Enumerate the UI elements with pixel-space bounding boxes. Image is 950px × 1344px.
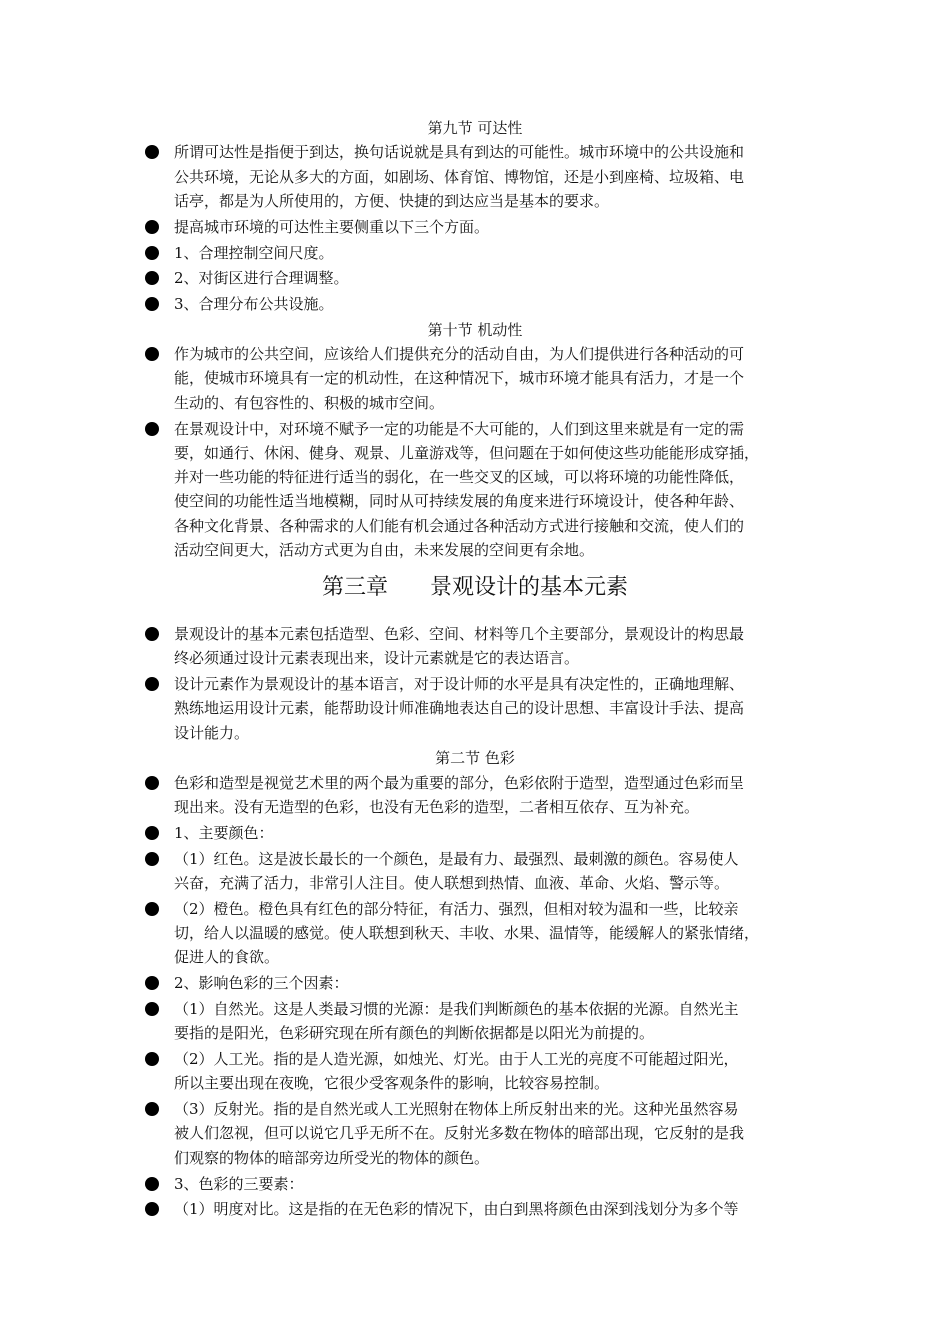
paragraph-line: 促进人的食欲。 [174, 948, 280, 967]
bullet-dot-icon [145, 1052, 159, 1066]
paragraph-line: 活动空间更大，活动方式更为自由，未来发展的空间更有余地。 [174, 541, 595, 560]
paragraph-line: 兴奋，充满了活力，非常引人注目。使人联想到热情、血液、革命、火焰、警示等。 [174, 873, 730, 892]
bullet-dot-icon [145, 852, 159, 866]
paragraph-line: （2）橙色。橙色具有红色的部分特征，有活力、强烈，但相对较为温和一些，比较亲 [174, 899, 739, 918]
bullet-dot-icon [145, 1002, 159, 1016]
bullet-dot-icon [145, 776, 159, 790]
paragraph-line: 生动的、有包容性的、积极的城市空间。 [174, 393, 445, 412]
paragraph-line: 景观设计的基本元素包括造型、色彩、空间、材料等几个主要部分，景观设计的构思最 [174, 624, 745, 643]
bullet-dot-icon [145, 677, 159, 691]
paragraph-line: 所以主要出现在夜晚，它很少受客观条件的影响，比较容易控制。 [174, 1074, 610, 1093]
paragraph-line: 设计能力。 [174, 723, 250, 742]
paragraph-line: （1）红色。这是波长最长的一个颜色，是最有力、最强烈、最刺激的颜色。容易使人 [174, 849, 739, 868]
bullet-dot-icon [145, 271, 159, 285]
paragraph-line: 要指的是阳光，色彩研究现在所有颜色的判断依据都是以阳光为前提的。 [174, 1024, 655, 1043]
paragraph-line: （2）人工光。指的是人造光源，如烛光、灯光。由于人工光的亮度不可能超过阳光， [174, 1050, 739, 1068]
bullet-dot-icon [145, 902, 159, 916]
paragraph-line: 公共环境，无论从多大的方面，如剧场、体育馆、博物馆，还是小到座椅、垃圾箱、电 [174, 167, 745, 186]
paragraph-line: 2、影响色彩的三个因素： [174, 974, 349, 993]
bullet-dot-icon [145, 347, 159, 361]
paragraph-line: 终必须通过设计元素表现出来，设计元素就是它的表达语言。 [174, 649, 580, 668]
bullet-dot-icon [145, 145, 159, 159]
paragraph-line: 要，如通行、休闲、健身、观景、儿童游戏等，但问题在于如何使这些功能能形成穿插， [174, 443, 760, 462]
paragraph-line: 能，使城市环境具有一定的机动性，在这种情况下，城市环境才能具有活力，才是一个 [174, 369, 745, 388]
bullet-dot-icon [145, 220, 159, 234]
paragraph-line: 使空间的功能性适当地模糊，同时从可持续发展的角度来进行环境设计，使各种年龄、 [174, 492, 745, 511]
paragraph-line: 话亭，都是为人所使用的，方便、快捷的到达应当是基本的要求。 [174, 191, 610, 210]
bullet-dot-icon [145, 976, 159, 990]
chapter-title: 第三章 景观设计的基本元素 [322, 574, 628, 600]
bullet-dot-icon [145, 422, 159, 436]
paragraph-line: （1）自然光。这是人类最习惯的光源：是我们判断颜色的基本依据的光源。自然光主 [174, 999, 739, 1018]
bullet-dot-icon [145, 627, 159, 641]
paragraph-line: 提高城市环境的可达性主要侧重以下三个方面。 [174, 217, 490, 236]
paragraph-line: 2、对街区进行合理调整。 [174, 269, 349, 288]
paragraph-line: 设计元素作为景观设计的基本语言，对于设计师的水平是具有决定性的，正确地理解、 [174, 675, 745, 693]
paragraph-line: 被人们忽视，但可以说它几乎无所不在。反射光多数在物体的暗部出现，它反射的是我 [174, 1124, 745, 1143]
paragraph-line: 各种文化背景、各种需求的人们能有机会通过各种活动方式进行接触和交流，使人们的 [174, 516, 745, 535]
paragraph-line: 1、合理控制空间尺度。 [174, 243, 334, 262]
paragraph-line: 色彩和造型是视觉艺术里的两个最为重要的部分，色彩依附于造型，造型通过色彩而呈 [174, 773, 745, 792]
paragraph-line: 在景观设计中，对环境不赋予一定的功能是不大可能的，人们到这里来就是有一定的需 [174, 419, 745, 438]
paragraph-line: 并对一些功能的特征进行适当的弱化，在一些交叉的区域，可以将环境的功能性降低， [174, 468, 745, 487]
paragraph-line: 3、色彩的三要素： [174, 1174, 304, 1193]
bullet-dot-icon [145, 246, 159, 260]
section-title: 第九节 可达性 [427, 119, 523, 137]
paragraph-line: 3、合理分布公共设施。 [174, 295, 334, 314]
section-title: 第十节 机动性 [427, 320, 523, 339]
paragraph-line: （1）明度对比。这是指的在无色彩的情况下，由白到黑将颜色由深到浅划分为多个等 [174, 1200, 739, 1219]
paragraph-line: 们观察的物体的暗部旁边所受光的物体的颜色。 [174, 1148, 490, 1167]
paragraph-line: 熟练地运用设计元素，能帮助设计师准确地表达自己的设计思想、丰富设计手法、提高 [174, 699, 745, 718]
bullet-dot-icon [145, 1102, 159, 1116]
paragraph-line: 所谓可达性是指便于到达，换句话说就是具有到达的可能性。城市环境中的公共设施和 [174, 143, 745, 162]
bullet-dot-icon [145, 1177, 159, 1191]
paragraph-line: 1、主要颜色： [174, 823, 274, 842]
section-title: 第二节 色彩 [435, 749, 515, 768]
paragraph-line: 现出来。没有无造型的色彩，也没有无色彩的造型，二者相互依存、互为补充。 [174, 797, 700, 816]
paragraph-line: （3）反射光。指的是自然光或人工光照射在物体上所反射出来的光。这种光虽然容易 [174, 1100, 739, 1119]
bullet-dot-icon [145, 1202, 159, 1216]
bullet-dot-icon [145, 826, 159, 840]
paragraph-line: 作为城市的公共空间，应该给人们提供充分的活动自由，为人们提供进行各种活动的可 [174, 345, 745, 364]
bullet-dot-icon [145, 297, 159, 311]
paragraph-line: 切，给人以温暖的感觉。使人联想到秋天、丰收、水果、温情等，能缓解人的紧张情绪， [174, 923, 760, 942]
